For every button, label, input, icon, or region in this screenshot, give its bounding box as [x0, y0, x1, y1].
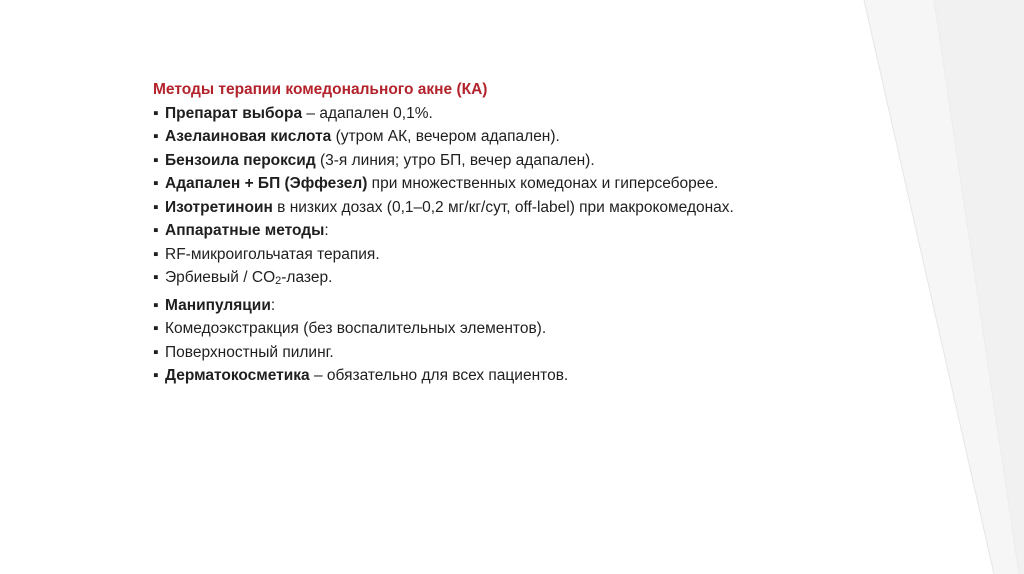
list-item [153, 125, 853, 149]
item-text: в низких дозах (0,1–0,2 мг/кг/сут, off-label) при макрокомедонах. [272, 198, 734, 216]
list-item [153, 219, 853, 243]
item-text: – адапален 0,1%. [302, 104, 433, 122]
corner-decoration [824, 0, 1024, 574]
item-text: Поверхностный пилинг. [165, 343, 334, 361]
list-item [153, 102, 853, 126]
bullet-icon: ▪ [153, 320, 159, 337]
bullet-icon: ▪ [153, 269, 159, 286]
list-item [153, 341, 853, 365]
bullet-icon: ▪ [153, 367, 159, 384]
item-bold: Препарат выбора [165, 104, 303, 122]
item-bold: Манипуляции [165, 296, 271, 314]
bullet-icon: ▪ [153, 222, 159, 239]
item-text: : [270, 296, 276, 314]
bullet-icon: ▪ [153, 296, 159, 314]
bullet-icon: ▪ [153, 128, 159, 145]
item-text: (утром АК, вечером адапален). [331, 128, 560, 145]
bullet-icon: ▪ [153, 151, 159, 169]
item-bold: Азелаиновая кислота [165, 128, 332, 145]
item-text: RF-микроигольчатая терапия. [165, 245, 380, 263]
slide-title: Методы терапии комедонального акне (КА) [153, 81, 488, 98]
item-text: при множественных комедонах и гиперсеборее. [367, 175, 719, 192]
item-text: -лазер. [281, 269, 333, 286]
bullet-icon: ▪ [153, 343, 159, 361]
list-item [153, 266, 853, 294]
item-bold: Аппаратные методы [165, 222, 325, 239]
item-bold: Адапален + БП (Эффезел) [165, 175, 368, 192]
list-item [153, 294, 853, 318]
bullet-icon: ▪ [153, 198, 159, 216]
list-item [153, 243, 853, 267]
bullet-icon: ▪ [153, 245, 159, 263]
bullet-icon: ▪ [153, 175, 159, 192]
list-item [153, 172, 853, 196]
list-item [153, 149, 853, 173]
item-subscript: 2 [275, 275, 282, 287]
item-bold: Изотретиноин [165, 198, 273, 216]
item-text: : [324, 222, 329, 239]
list-item [153, 364, 853, 388]
item-bold: Бензоила пероксид [165, 151, 316, 169]
list-item [153, 317, 853, 341]
item-text: Эрбиевый / CO [165, 269, 276, 286]
item-text: (3-я линия; утро БП, вечер адапален). [315, 151, 595, 169]
slide-content [153, 78, 853, 388]
item-text: Комедоэкстракция (без воспалительных элементов). [165, 320, 547, 337]
item-bold: Дерматокосметика [165, 367, 310, 384]
list-item [153, 196, 853, 220]
bullet-icon: ▪ [153, 104, 159, 122]
item-text: – обязательно для всех пациентов. [309, 367, 569, 384]
